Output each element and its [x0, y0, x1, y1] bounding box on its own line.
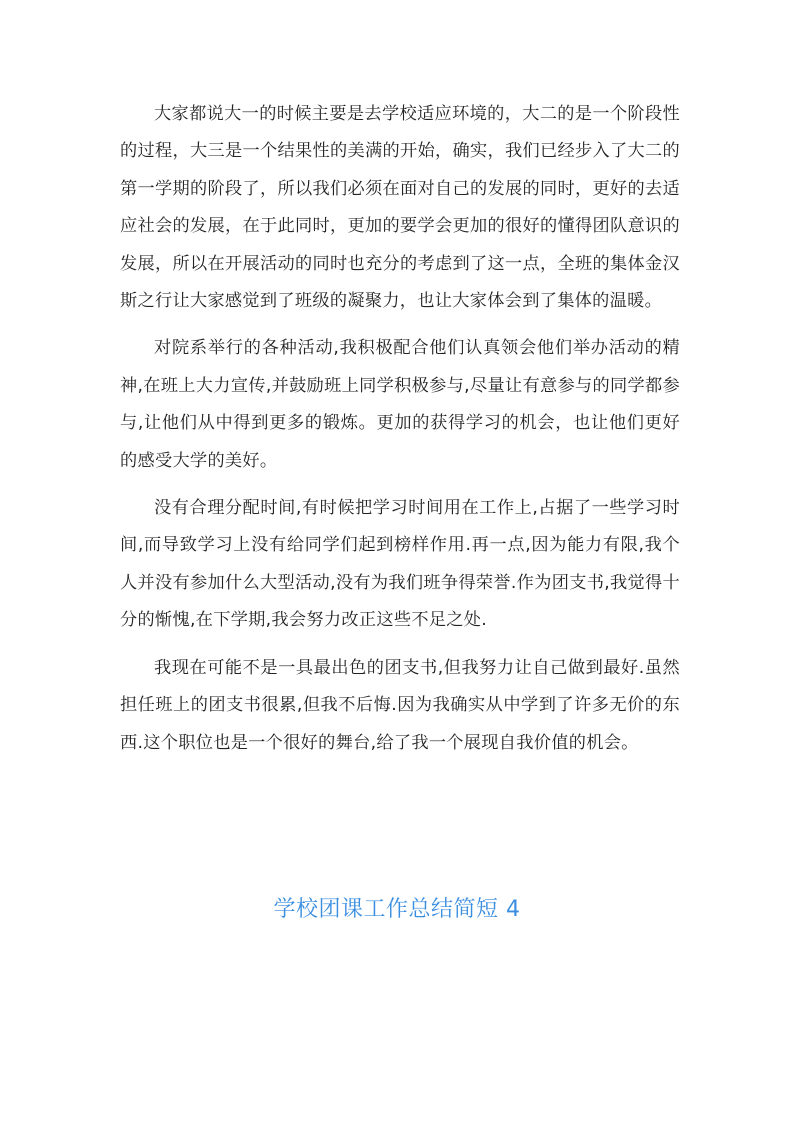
paragraph-3: 没有合理分配时间,有时候把学习时间用在工作上,占据了一些学习时间,而导致学习上没有给同学们起到榜样作用.再一点,因为能力有限,我个人并没有参加什么大型活动,没有为我们班争得荣誉.作为团支书,我觉得十分的惭愧,在下学期,我会努力改正这些不足之处. [120, 498, 680, 631]
section-heading: 学校团课工作总结简短 4 [273, 897, 521, 922]
document-body [120, 96, 680, 772]
paragraph-2: 对院系举行的各种活动,我积极配合他们认真领会他们举办活动的精神,在班上大力宣传,并鼓励班上同学积极参与,尽量让有意参与的同学都参与,让他们从中得到更多的锻炼。更加的获得学习的机会，也让他们更好的感受大学的美好。 [120, 338, 680, 471]
paragraph-4: 我现在可能不是一具最出色的团支书,但我努力让自己做到最好.虽然担任班上的团支书很累,但我不后悔.因为我确实从中学到了许多无价的东西.这个职位也是一个很好的舞台,给了我一个展现自我价值的机会。 [120, 657, 680, 753]
paragraph-1: 大家都说大一的时候主要是去学校适应环境的，大二的是一个阶段性的过程，大三是一个结果性的美满的开始，确实，我们已经步入了大二的第一学期的阶段了，所以我们必须在面对自己的发展的同时，更好的去适应社会的发展，在于此同时，更加的要学会更加的很好的懂得团队意识的发展，所以在开展活动的同时也充分的考虑到了这一点，全班的集体金汉斯之行让大家感觉到了班级的凝聚力，也让大家体会到了集体的温暖。 [120, 104, 680, 312]
